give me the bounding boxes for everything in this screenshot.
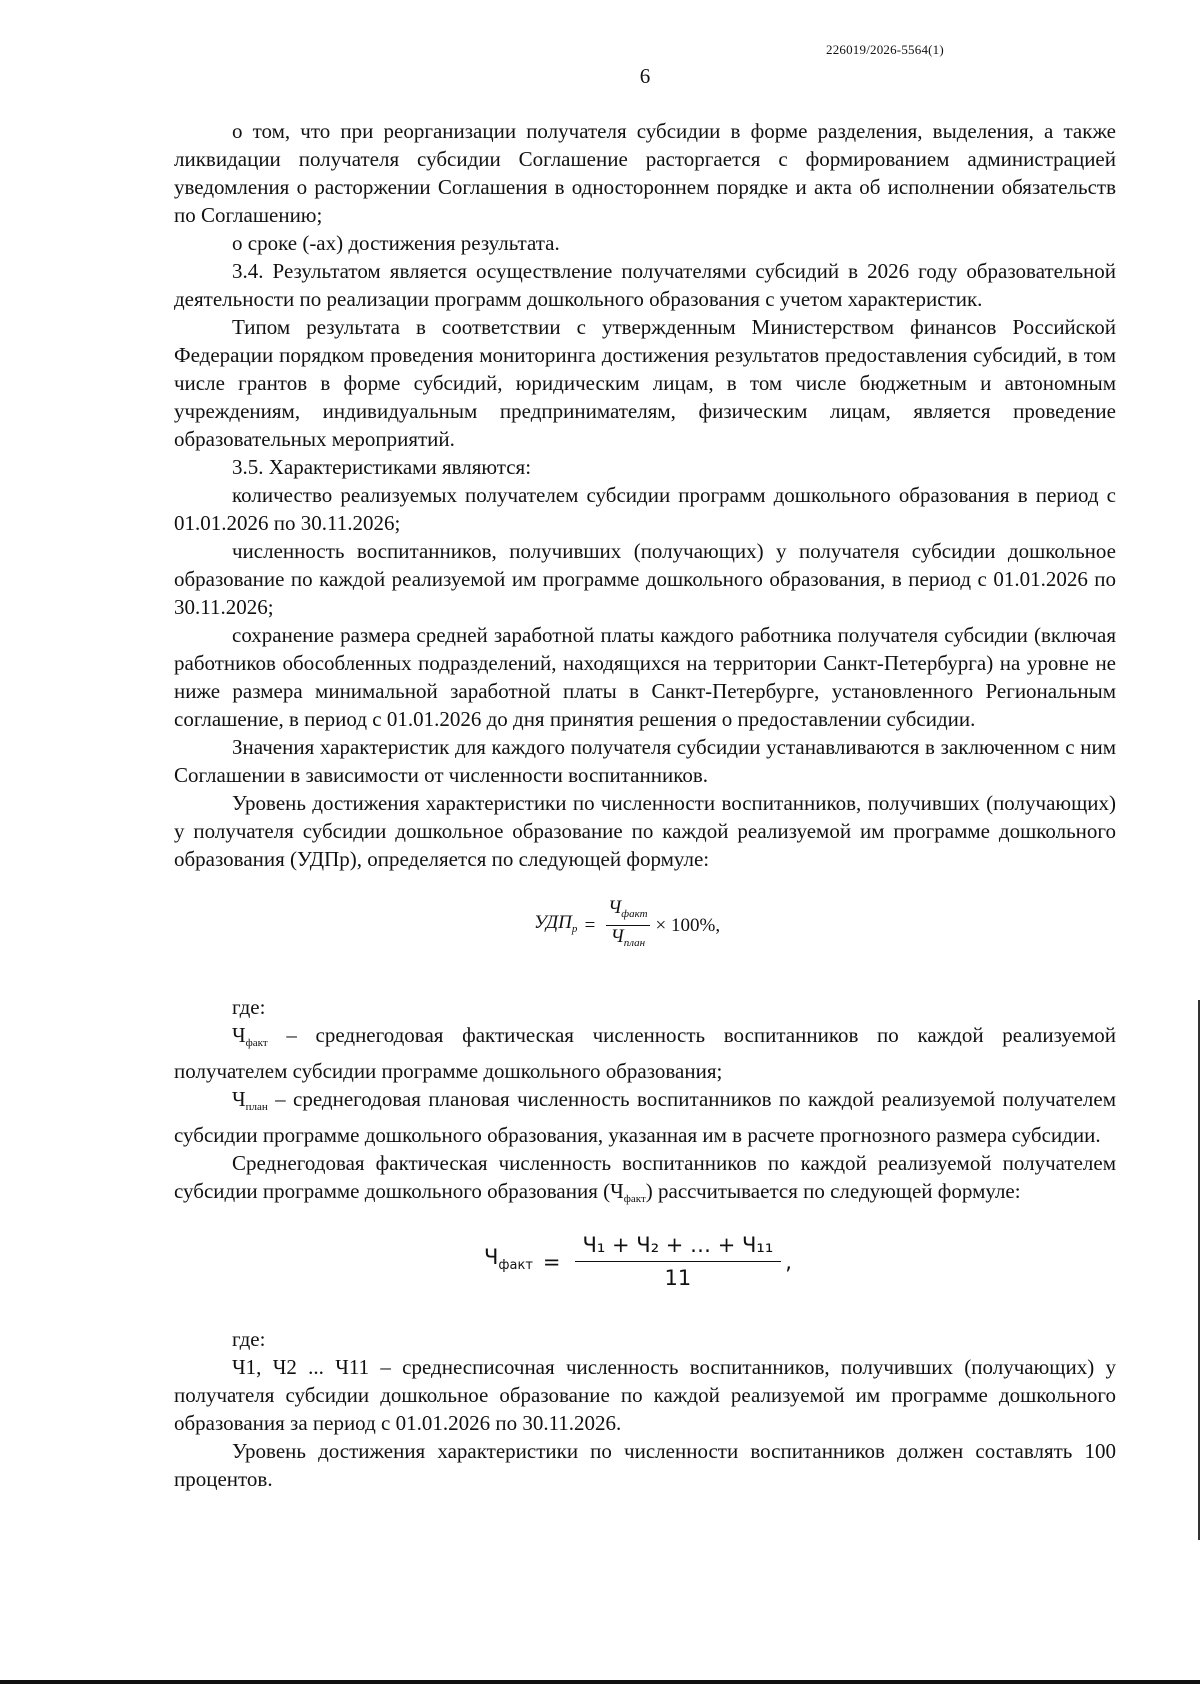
where-label: где: bbox=[232, 995, 266, 1019]
paragraph: Уровень достижения характеристики по численности воспитанников, получивших (получающих) у получателя субсидии дошкольное образование по каждой реализуемой им программе дошкольного образования (УДПр), определяется по следующей формуле: bbox=[174, 791, 1116, 871]
formula-lhs: $УДП_р$ bbox=[534, 911, 578, 935]
paragraph: численность воспитанников, получивших (получающих) у получателя субсидии дошкольное образование по каждой реализуемой им программе дошкольного образования, в период с 01.01.2026 по 30.11.2026; bbox=[174, 539, 1116, 619]
paragraph: 3.4. Результатом является осуществление получателями субсидий в 2026 году образовательной деятельности по реализации программ дошкольного образования с учетом характеристик. bbox=[174, 259, 1116, 311]
formula-tail: × 100%, bbox=[655, 914, 721, 936]
paragraph: сохранение размера средней заработной платы каждого работника получателя субсидии (включая работников обособленных подразделений, находящихся на территории Санкт-Петербурга) на уровне не ниже размера минимальной заработной платы в Санкт-Петербурге, установленного Региональным соглашение, в период с 01.01.2026 до дня принятия решения о предоставлении субсидии. bbox=[174, 623, 1116, 731]
formula-fraction bbox=[575, 1229, 782, 1294]
definition-chplan: $Ч_{план}$ – среднегодовая плановая численность воспитанников по каждой реализуемой получателем субсидии программе дошкольного образования, указанная им в расчете прогнозного размера субсидии. bbox=[174, 1087, 1116, 1147]
paragraph: количество реализуемых получателем субсидии программ дошкольного образования в период с 01.01.2026 по 30.11.2026; bbox=[174, 483, 1116, 535]
formula-tail: , bbox=[785, 1249, 792, 1274]
scan-edge-bottom bbox=[0, 1680, 1200, 1684]
page-number: 6 bbox=[639, 64, 651, 88]
formula-numerator: Ч₁ + Ч₂ + … + Ч₁₁ bbox=[582, 1233, 774, 1257]
formula-denominator: $Ч_{план}$ bbox=[610, 926, 646, 949]
paragraph: 3.5. Характеристиками являются: bbox=[232, 455, 532, 479]
where-label: где: bbox=[232, 1327, 266, 1351]
paragraph: Типом результата в соответствии с утвержденным Министерством финансов Российской Федерации порядком проведения мониторинга достижения результатов предоставления субсидий, в том числе грантов в форме субсидий, юридическим лицам, в том числе бюджетным и автономным учреждениям, индивидуальным предпринимателям, физическим лицам, является проведение образовательных мероприятий. bbox=[174, 315, 1116, 451]
formula-fraction bbox=[606, 897, 649, 954]
paragraph: Значения характеристик для каждого получателя субсидии устанавливаются в заключенном с ним Соглашении в зависимости от численности воспитанников. bbox=[174, 735, 1116, 787]
formula-lhs: $Ч_{факт}$ bbox=[484, 1245, 533, 1273]
paragraph: о сроке (-ах) достижения результата. bbox=[232, 231, 560, 255]
paragraph: Уровень достижения характеристики по численности воспитанников должен составлять 100 процентов. bbox=[174, 1439, 1116, 1491]
formula-eq: = bbox=[542, 1249, 561, 1274]
document-body bbox=[174, 117, 1116, 1493]
doc-number: 226019/2026-5564(1) bbox=[826, 42, 944, 57]
formula-denominator: 11 bbox=[664, 1266, 692, 1290]
definition-ch1-ch11: Ч1, Ч2 ... Ч11 – среднесписочная численность воспитанников, получивших (получающих) у получателя субсидии дошкольное образование по каждой реализуемой им программе дошкольного образования за период с 01.01.2026 по 30.11.2026. bbox=[174, 1355, 1116, 1435]
paragraph: Среднегодовая фактическая численность воспитанников по каждой реализуемой получателем субсидии программе дошкольного образования $(Ч_{факт})$ рассчитывается по следующей формуле: bbox=[174, 1151, 1116, 1205]
definition-chfakt: $Ч_{факт}$ – среднегодовая фактическая численность воспитанников по каждой реализуемой получателем субсидии программе дошкольного образования; bbox=[174, 1023, 1116, 1083]
formula-numerator: $Ч_{факт}$ bbox=[608, 897, 648, 920]
formula-chfakt bbox=[174, 1213, 1116, 1325]
formula-eq: = bbox=[583, 914, 597, 936]
formula-udp bbox=[174, 873, 1116, 993]
paragraph: о том, что при реорганизации получателя субсидии в форме разделения, выделения, а также ликвидации получателя субсидии Соглашение расторгается с формированием администрацией уведомления о расторжении Соглашения в одностороннем порядке и акта об исполнении обязательств по Соглашению; bbox=[174, 119, 1116, 227]
